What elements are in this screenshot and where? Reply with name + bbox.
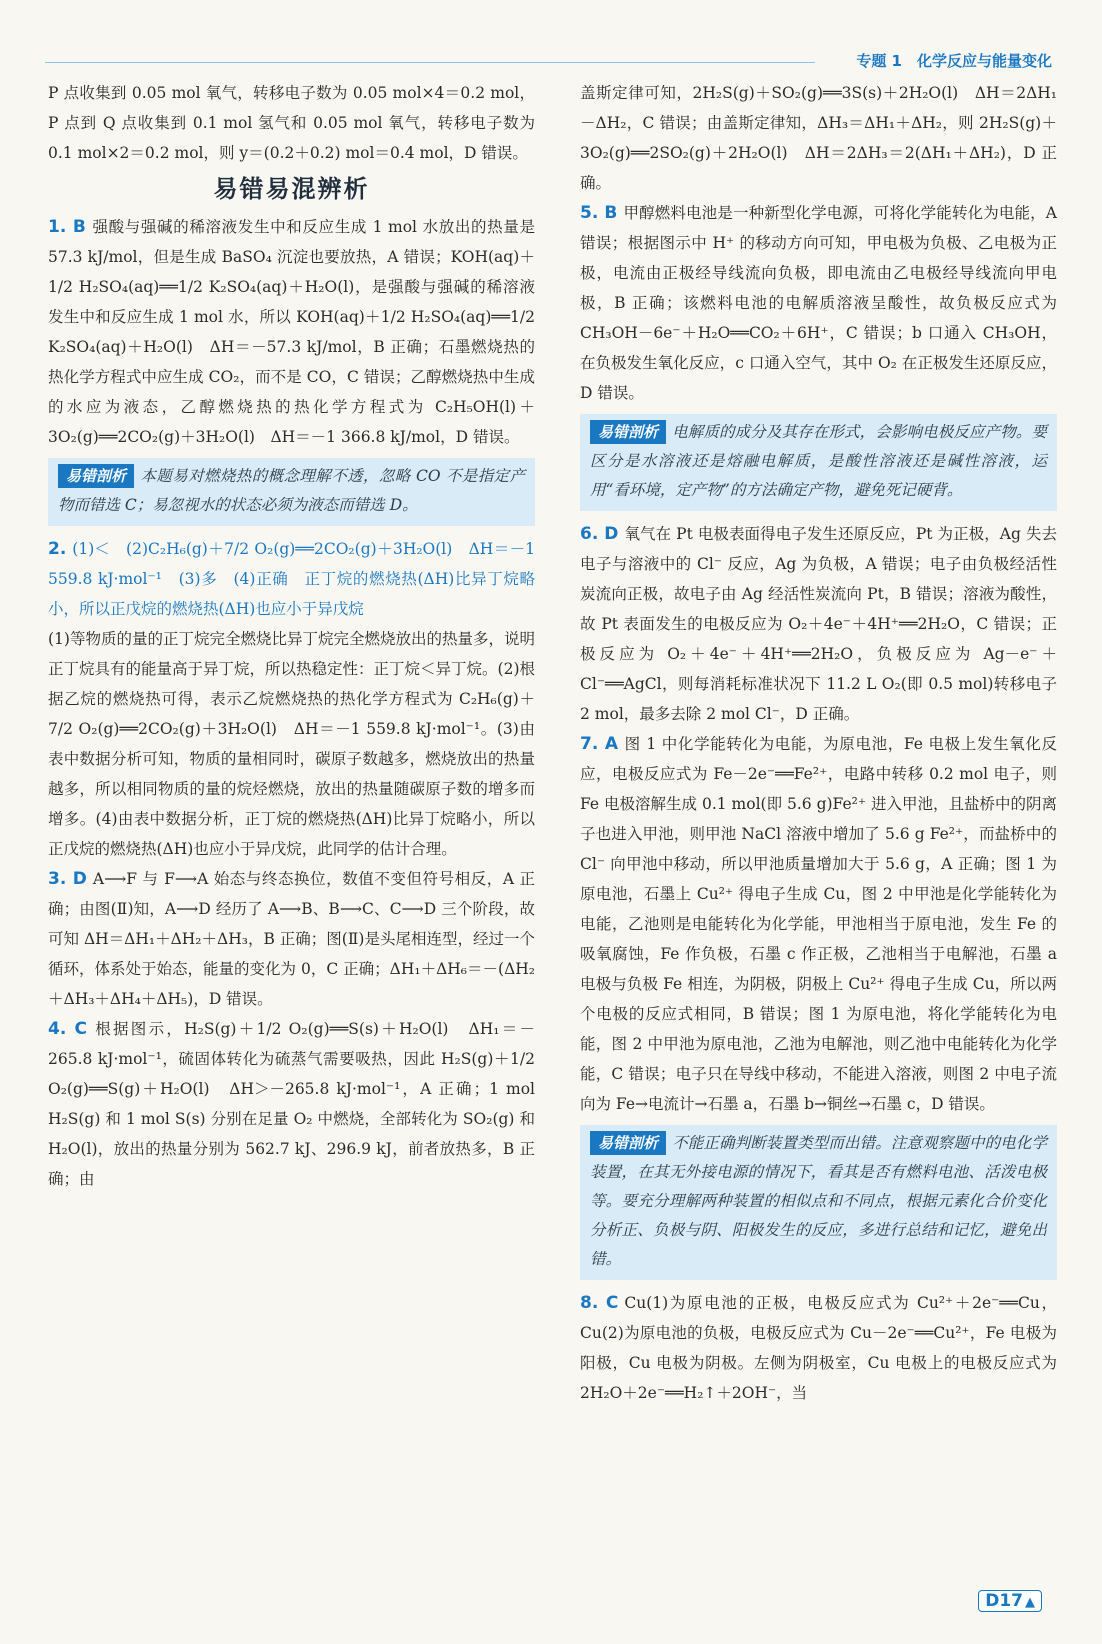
question-5-number: 5. B xyxy=(580,203,618,223)
question-4-number: 4. C xyxy=(48,1019,87,1039)
left-column xyxy=(48,78,535,1194)
question-8 xyxy=(580,1288,1057,1408)
arrow-up-icon: ▲ xyxy=(1025,1595,1035,1610)
question-4-continued: 盖斯定律可知，2H₂S(g)＋SO₂(g)══3S(s)＋2H₂O(l) ΔH＝2ΔH₁－ΔH₂，C 错误；由盖斯定律知，ΔH₃＝ΔH₁＋ΔH₂，则 2H₂S(g)＋3O₂(g)══2SO₂(g)＋2H₂O(l) ΔH＝2ΔH₃＝2(ΔH₁＋ΔH₂)，D 正确。 xyxy=(580,84,1057,192)
question-7-number: 7. A xyxy=(580,734,619,754)
note-2-tag: 易错剖析 xyxy=(590,420,666,444)
question-8-text: Cu(1)为原电池的正极，电极反应式为 Cu²⁺＋2e⁻══Cu，Cu(2)为原电池的负极，电极反应式为 Cu－2e⁻══Cu²⁺，Fe 电极为阳极，Cu 电极为阴极。左侧为阴极室，Cu 电极上的电极反应式为 2H₂O＋2e⁻══H₂↑＋2OH⁻，当 xyxy=(580,1294,1058,1402)
question-3-text: A⟶F 与 F⟶A 始态与终态换位，数值不变但符号相反，A 正确；由图(Ⅱ)知，A⟶D 经历了 A⟶B、B⟶C、C⟶D 三个阶段，故可知 ΔH＝ΔH₁＋ΔH₂＋ΔH₃，B 正确；图(Ⅱ)是头尾相连型，经过一个循环，体系处于始态，能量的变化为 0，C 正确；ΔH₁＋ΔH₆＝－(ΔH₂＋ΔH₃＋ΔH₄＋ΔH₅)，D 错误。 xyxy=(48,870,535,1008)
note-2-text: 电解质的成分及其存在形式，会影响电极反应产物。要区分是水溶液还是熔融电解质，是酸性溶液还是碱性溶液，运用“看环境，定产物”的方法确定产物，避免死记硬背。 xyxy=(590,423,1047,499)
question-4-text: 根据图示，H₂S(g)＋1/2 O₂(g)══S(s)＋H₂O(l) ΔH₁＝－265.8 kJ·mol⁻¹，硫固体转化为硫蒸气需要吸热，因此 H₂S(g)＋1/2 O₂(g)══S(g)＋H₂O(l) ΔH＞－265.8 kJ·mol⁻¹，A 正确；1 mol H₂S(g) 和 1 mol S(s) 分别在足量 O₂ 中燃烧，全部转化为 SO₂(g) 和 H₂O(l)，放出的热量分别为 562.7 kJ、296.9 kJ，前者放热多，B 正确；由 xyxy=(48,1020,536,1188)
question-6 xyxy=(580,519,1057,729)
question-8-number: 8. C xyxy=(580,1293,619,1313)
error-analysis-note-1 xyxy=(48,458,535,526)
question-1-number: 1. B xyxy=(48,217,86,237)
intro-paragraph: P 点收集到 0.05 mol 氧气，转移电子数为 0.05 mol×4＝0.2 mol，P 点到 Q 点收集到 0.1 mol 氢气和 0.05 mol 氧气，转移电子数为 0.1 mol×2＝0.2 mol，则 y＝(0.2＋0.2) mol＝0.4 mol，D 错误。 xyxy=(48,84,535,162)
question-2-answer: (1)＜ (2)C₂H₆(g)＋7/2 O₂(g)══2CO₂(g)＋3H₂O(l) ΔH＝－1 559.8 kJ·mol⁻¹ (3)多 (4)正确 正丁烷的燃烧热(ΔH)比异丁烷略小，所以正戊烷的燃烧热(ΔH)也应小于异戊烷 xyxy=(48,540,535,618)
question-1-text: 强酸与强碱的稀溶液发生中和反应生成 1 mol 水放出的热量是 57.3 kJ/mol，但是生成 BaSO₄ 沉淀也要放热，A 错误；KOH(aq)＋1/2 H₂SO₄(aq)══1/2 K₂SO₄(aq)＋H₂O(l)，是强酸与强碱的稀溶液发生中和反应生成 1 mol 水，所以 KOH(aq)＋1/2 H₂SO₄(aq)══1/2 K₂SO₄(aq)＋H₂O(l) ΔH＝－57.3 kJ/mol，B 正确；石墨燃烧热的热化学方程式中应生成 CO₂，而不是 CO，C 错误；乙醇燃烧热中生成的水应为液态，乙醇燃烧热的热化学方程式为 C₂H₅OH(l)＋3O₂(g)══2CO₂(g)＋3H₂O(l) ΔH＝－1 366.8 kJ/mol，D 错误。 xyxy=(48,218,535,446)
question-4 xyxy=(48,1014,535,1194)
question-3-number: 3. D xyxy=(48,869,87,889)
question-2 xyxy=(48,534,535,624)
question-2-number: 2. xyxy=(48,539,67,559)
question-5-text: 甲醇燃料电池是一种新型化学电源，可将化学能转化为电能，A 错误；根据图示中 H⁺ 的移动方向可知，甲电极为负极、乙电极为正极，电流由正极经导线流向负极，即电流由乙电极经导线流向甲电极，B 正确；该燃料电池的电解质溶液呈酸性，故负极反应式为 CH₃OH－6e⁻＋H₂O══CO₂＋6H⁺，C 错误；b 口通入 CH₃OH，在负极发生氧化反应，c 口通入空气，其中 O₂ 在正极发生还原反应，D 错误。 xyxy=(580,204,1057,402)
right-column xyxy=(580,78,1057,1408)
question-7-text: 图 1 中化学能转化为电能，为原电池，Fe 电极上发生氧化反应，电极反应式为 Fe－2e⁻══Fe²⁺，电路中转移 0.2 mol 电子，则 Fe 电极溶解生成 0.1 mol(即 5.6 g)Fe²⁺ 进入甲池，且盐桥中的阴离子也进入甲池，则甲池 NaCl 溶液中增加了 5.6 g Fe²⁺，而盐桥中的 Cl⁻ 向甲池中移动，所以甲池质量增加大于 5.6 g，A 正确；图 1 为原电池，石墨上 Cu²⁺ 得电子生成 Cu，图 2 中甲池是化学能转化为电能，乙池则是电能转化为化学能，甲池相当于原电池，发生 Fe 的吸氧腐蚀，Fe 作负极，石墨 c 作正极，乙池相当于电解池，石墨 a 电极与负极 Fe 相连，为阴极，阴极上 Cu²⁺ 得电子生成 Cu，所以两个电极的反应式相同，B 错误；图 1 为原电池，将化学能转化为电能，图 2 中甲池为原电池，乙池为电解池，则乙池中电能转化为化学能，C 错误；电子只在导线中移动，不能进入溶液，则图 2 中电子流向为 Fe→电流计→石墨 a，石墨 b→铜丝→石墨 c，D 错误。 xyxy=(580,735,1057,1113)
question-1 xyxy=(48,212,535,452)
section-title: 易错易混辨析 xyxy=(213,175,370,203)
note-3-text: 不能正确判断装置类型而出错。注意观察题中的电化学装置，在其无外接电源的情况下，看其是否有燃料电池、活泼电极等。要充分理解两种装置的相似点和不同点，根据元素化合价变化分析正、负极与阴、阳极发生的反应，多进行总结和记忆，避免出错。 xyxy=(590,1134,1047,1268)
note-3-tag: 易错剖析 xyxy=(590,1131,666,1155)
question-7 xyxy=(580,729,1057,1119)
header-title: 专题 1 化学反应与能量变化 xyxy=(856,52,1052,70)
question-3 xyxy=(48,864,535,1014)
question-6-text: 氧气在 Pt 电极表面得电子发生还原反应，Pt 为正极，Ag 失去电子与溶液中的 Cl⁻ 反应，Ag 为负极，A 错误；电子由负极经活性炭流向正极，故电子由 Ag 经活性炭流向 Pt，B 错误；溶液为酸性，故 Pt 表面发生的电极反应为 O₂＋4e⁻＋4H⁺══2H₂O，C 错误；正极反应为 O₂＋4e⁻＋4H⁺══2H₂O，负极反应为 Ag－e⁻＋Cl⁻══AgCl，则每消耗标准状况下 11.2 L O₂(即 0.5 mol)转移电子 2 mol，最多去除 2 mol Cl⁻，D 正确。 xyxy=(580,525,1057,723)
note-1-tag: 易错剖析 xyxy=(58,464,134,488)
error-analysis-note-2 xyxy=(580,414,1057,511)
header-rule xyxy=(45,62,815,63)
page-number xyxy=(978,1590,1042,1612)
note-1-text: 本题易对燃烧热的概念理解不透，忽略 CO 不是指定产物而错选 C；易忽视水的状态必须为液态而错选 D。 xyxy=(58,467,525,514)
question-2-explanation: (1)等物质的量的正丁烷完全燃烧比异丁烷完全燃烧放出的热量多，说明正丁烷具有的能量高于异丁烷，所以热稳定性：正丁烷＜异丁烷。(2)根据乙烷的燃烧热可得，表示乙烷燃烧热的热化学方程式为 C₂H₆(g)＋7/2 O₂(g)══2CO₂(g)＋3H₂O(l) ΔH＝－1 559.8 kJ·mol⁻¹。(3)由表中数据分析可知，物质的量相同时，碳原子数越多，燃烧放出的热量越多，所以相同物质的量的烷烃燃烧，放出的热量随碳原子数的增多而增多。(4)由表中数据分析，正丁烷的燃烧热(ΔH)比异丁烷略小，所以正戊烷的燃烧热(ΔH)也应小于异戊烷，此同学的估计合理。 xyxy=(48,630,535,858)
error-analysis-note-3 xyxy=(580,1125,1057,1280)
question-5 xyxy=(580,198,1057,408)
page-number-text: D17 xyxy=(985,1591,1023,1611)
question-6-number: 6. D xyxy=(580,524,619,544)
